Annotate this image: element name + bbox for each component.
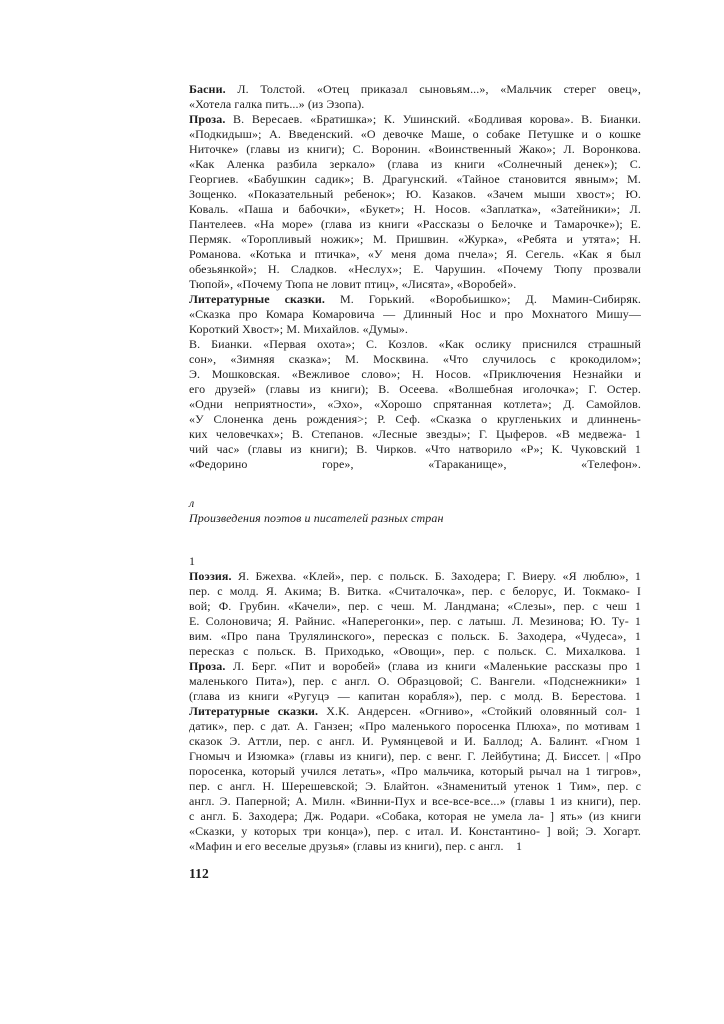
line-text: Ниточке» (главы из книги); С. Воронин. «Воинственный Жако»; Л. Воронкова. (189, 142, 641, 156)
line-text: чий час» (главы из книги); В. Чирков. «Что натворило «Р»; К. Чуковский 1 (189, 442, 641, 456)
line-text: его друзей» (главы из книги); В. Осеева. «Волшебная иголочка»; Г. Остер. (189, 382, 641, 396)
line-text: Пермяк. «Торопливый ножик»; М. Пришвин. «Журка», «Ребята и утята»; Н. (189, 232, 641, 246)
text-line (189, 112, 641, 127)
page-number-text: 112 (189, 866, 209, 881)
line-text: Гномыч и Изюмка» (главы из книги), пер. с венг. Г. Лейбутина; Д. Биссет. | «Про (189, 749, 641, 763)
text-line (189, 599, 641, 614)
line-text: поросенка, который учился летать», «Про мальчика, который рычал на 1 тигров», (189, 764, 641, 778)
line-text: пересказ с польск. В. Приходько, «Овощи», пер. с польск. С. Михалкова. 1 (189, 644, 641, 658)
text-line (189, 794, 641, 809)
text-line (189, 412, 641, 427)
line-text: «Как Аленка разбила зеркало» (глава из книги «Солнечный денек»); С. (189, 157, 641, 171)
text-line (189, 614, 641, 629)
text-block (189, 82, 641, 882)
line-text: «Федорино горе», «Тараканище», «Телефон». (189, 457, 641, 471)
text-line (189, 779, 641, 794)
text-line (189, 187, 641, 202)
line-text: «Сказка про Комара Комаровича — Длинный Нос и про Мохнатого Мишу— (189, 307, 641, 321)
line-text: обезьянкой»; Н. Сладков. «Неслух»; Е. Чарушин. «Почему Тюпу прозвали (189, 262, 641, 276)
line-text: пер. с молд. Я. Акима; В. Витка. «Считалочка», пер. с белорус, И. Токмако- I (189, 584, 641, 598)
line-text: Короткий Хвост»; М. Михайлов. «Думы». (189, 322, 409, 336)
line-text: Э. Мошковская. «Вежливое слово»; Н. Носов. «Приключения Незнайки и (189, 367, 641, 381)
text-line (189, 247, 641, 262)
text-line (189, 142, 641, 157)
text-line (189, 764, 641, 779)
run-in-heading: Поэзия. (189, 569, 232, 583)
text-line (189, 82, 641, 97)
text-line (189, 496, 641, 511)
line-text: (глава из книги «Ругуцэ — капитан корабля»), пер. с молд. В. Берестова. 1 (189, 689, 641, 703)
line-text: маленького Пита»), пер. с англ. О. Образцовой; С. Вангели. «Подснежники» 1 (189, 674, 641, 688)
text-line (189, 427, 641, 442)
line-text: сказок Э. Аттли, пер. с англ. И. Румянцевой и И. Баллод; А. Балинт. «Гном 1 (189, 734, 641, 748)
line-text: «Мафин и его веселые друзья» (главы из книги), пер. с англ. 1 (189, 839, 523, 853)
text-line (189, 659, 641, 674)
text-line (189, 157, 641, 172)
text-line (189, 442, 641, 457)
line-text: Романова. «Котька и птичка», «У меня дома пчела»; Я. Сегель. «Как я был (189, 247, 641, 261)
line-text: «Одни неприятности», «Эхо», «Хорошо спрятанная котлета»; Д. Самойлов. (189, 397, 641, 411)
line-text: пер. с англ. Н. Шерешевской; Э. Блайтон. «Знаменитый утенок 1 Тим», пер. с (189, 779, 641, 793)
text-line (189, 97, 641, 112)
text-line (189, 689, 641, 704)
text-line (189, 217, 641, 232)
line-text: «Хотела галка пить...» (из Эзопа). (189, 97, 365, 111)
text-line (189, 749, 641, 764)
line-text: Пантелеев. «На море» (глава из книги «Рассказы о Белочке и Тамарочке»); Е. (189, 217, 641, 231)
line-text: Е. Солоновича; Я. Райнис. «Наперегонки», пер. с латыш. Л. Мезинова; Ю. Ту- 1 (189, 614, 641, 628)
text-line (189, 397, 641, 412)
line-text: Коваль. «Паша и бабочки», «Букет»; Н. Носов. «Заплатка», «Затейники»; Л. (189, 202, 641, 216)
line-text: Л. Толстой. «Отец приказал сыновьям...», «Мальчик стерег овец», (225, 82, 641, 96)
run-in-heading: Проза. (189, 659, 226, 673)
line-text: Георгиев. «Бабушкин садик»; В. Драгунский. «Тайное становится явным»; М. (189, 172, 641, 186)
text-line (189, 569, 641, 584)
text-line (189, 511, 641, 526)
line-text: сон», «Зимняя сказка»; М. Москвина. «Что случилось с крокодилом»; (189, 352, 641, 366)
text-line (189, 277, 641, 292)
line-text: «Подкидыш»; А. Введенский. «О девочке Маше, о собаке Петушке и о кошке (189, 127, 641, 141)
text-line (189, 127, 641, 142)
text-line (189, 809, 641, 824)
line-text: В. Вересаев. «Братишка»; К. Ушинский. «Бодливая корова». В. Бианки. (225, 112, 641, 126)
run-in-heading: Басни. (189, 82, 226, 96)
line-text: вой; Ф. Грубин. «Качели», пер. с чеш. М. Ландмана; «Слезы», пер. с чеш 1 (189, 599, 641, 613)
text-line (189, 322, 641, 337)
line-text: л (189, 496, 195, 510)
text-line (189, 554, 641, 569)
text-line (189, 839, 641, 854)
line-text: Произведения поэтов и писателей разных стран (189, 511, 444, 525)
run-in-heading: Литературные сказки. (189, 292, 326, 306)
text-line (189, 382, 641, 397)
line-text: В. Бианки. «Первая охота»; С. Козлов. «Как ослику приснился страшный (189, 337, 641, 351)
line-text: 1 (189, 554, 196, 568)
text-line (189, 232, 641, 247)
text-line (189, 262, 641, 277)
text-line (189, 307, 641, 322)
run-in-heading: Проза. (189, 112, 226, 126)
line-text: вим. «Про пана Трулялинского», пересказ с польск. Б. Заходера, «Чудеса», 1 (189, 629, 641, 643)
line-text: М. Горький. «Воробьишко»; Д. Мамин-Сибиряк. (325, 292, 641, 306)
text-line (189, 202, 641, 217)
line-text: Л. Берг. «Пит и воробей» (глава из книги «Маленькие рассказы про 1 (225, 659, 641, 673)
text-line (189, 352, 641, 367)
line-text: Х.К. Андерсен. «Огниво», «Стойкий оловянный сол- 1 (318, 704, 642, 718)
text-line (189, 337, 641, 352)
line-text: ких человечках»; В. Степанов. «Лесные звезды»; Г. Цыферов. «В медвежа- 1 (189, 427, 641, 441)
line-text: с англ. Б. Заходера; Дж. Родари. «Собака, которая не умела ла- ] ять» (из книги (189, 809, 641, 823)
line-text: «Сказки, у которых три конца»), пер. с итал. И. Константино- ] вой; Э. Хогарт. (189, 824, 641, 838)
line-text: Тюпой», «Почему Тюпа не ловит птиц», «Лисята», «Воробей». (189, 277, 517, 291)
line-text: датик», пер. с дат. А. Ганзен; «Про маленького поросенка Плюха», по мотивам 1 (189, 719, 641, 733)
line-text: «У Слоненка день рождения>; Р. Сеф. «Сказка о кругленьких и длиннень- (189, 412, 641, 426)
text-line (189, 719, 641, 734)
page-number (189, 866, 641, 882)
text-line (189, 457, 641, 472)
line-text: англ. Э. Паперной; А. Милн. «Винни-Пух и все-все-все...» (главы 1 из книги), пер. (189, 794, 641, 808)
text-line (189, 644, 641, 659)
line-text: Зощенко. «Показательный ребенок»; Ю. Казаков. «Зачем мыши хвост»; Ю. (189, 187, 641, 201)
text-line (189, 674, 641, 689)
line-text: Я. Бжехва. «Клей», пер. с польск. Б. Заходера; Г. Виеру. «Я люблю», 1 (231, 569, 641, 583)
text-line (189, 704, 641, 719)
text-line (189, 824, 641, 839)
text-line (189, 584, 641, 599)
text-line (189, 367, 641, 382)
text-line (189, 734, 641, 749)
text-line (189, 629, 641, 644)
text-line (189, 172, 641, 187)
run-in-heading: Литературные сказки. (189, 704, 319, 718)
text-line (189, 292, 641, 307)
